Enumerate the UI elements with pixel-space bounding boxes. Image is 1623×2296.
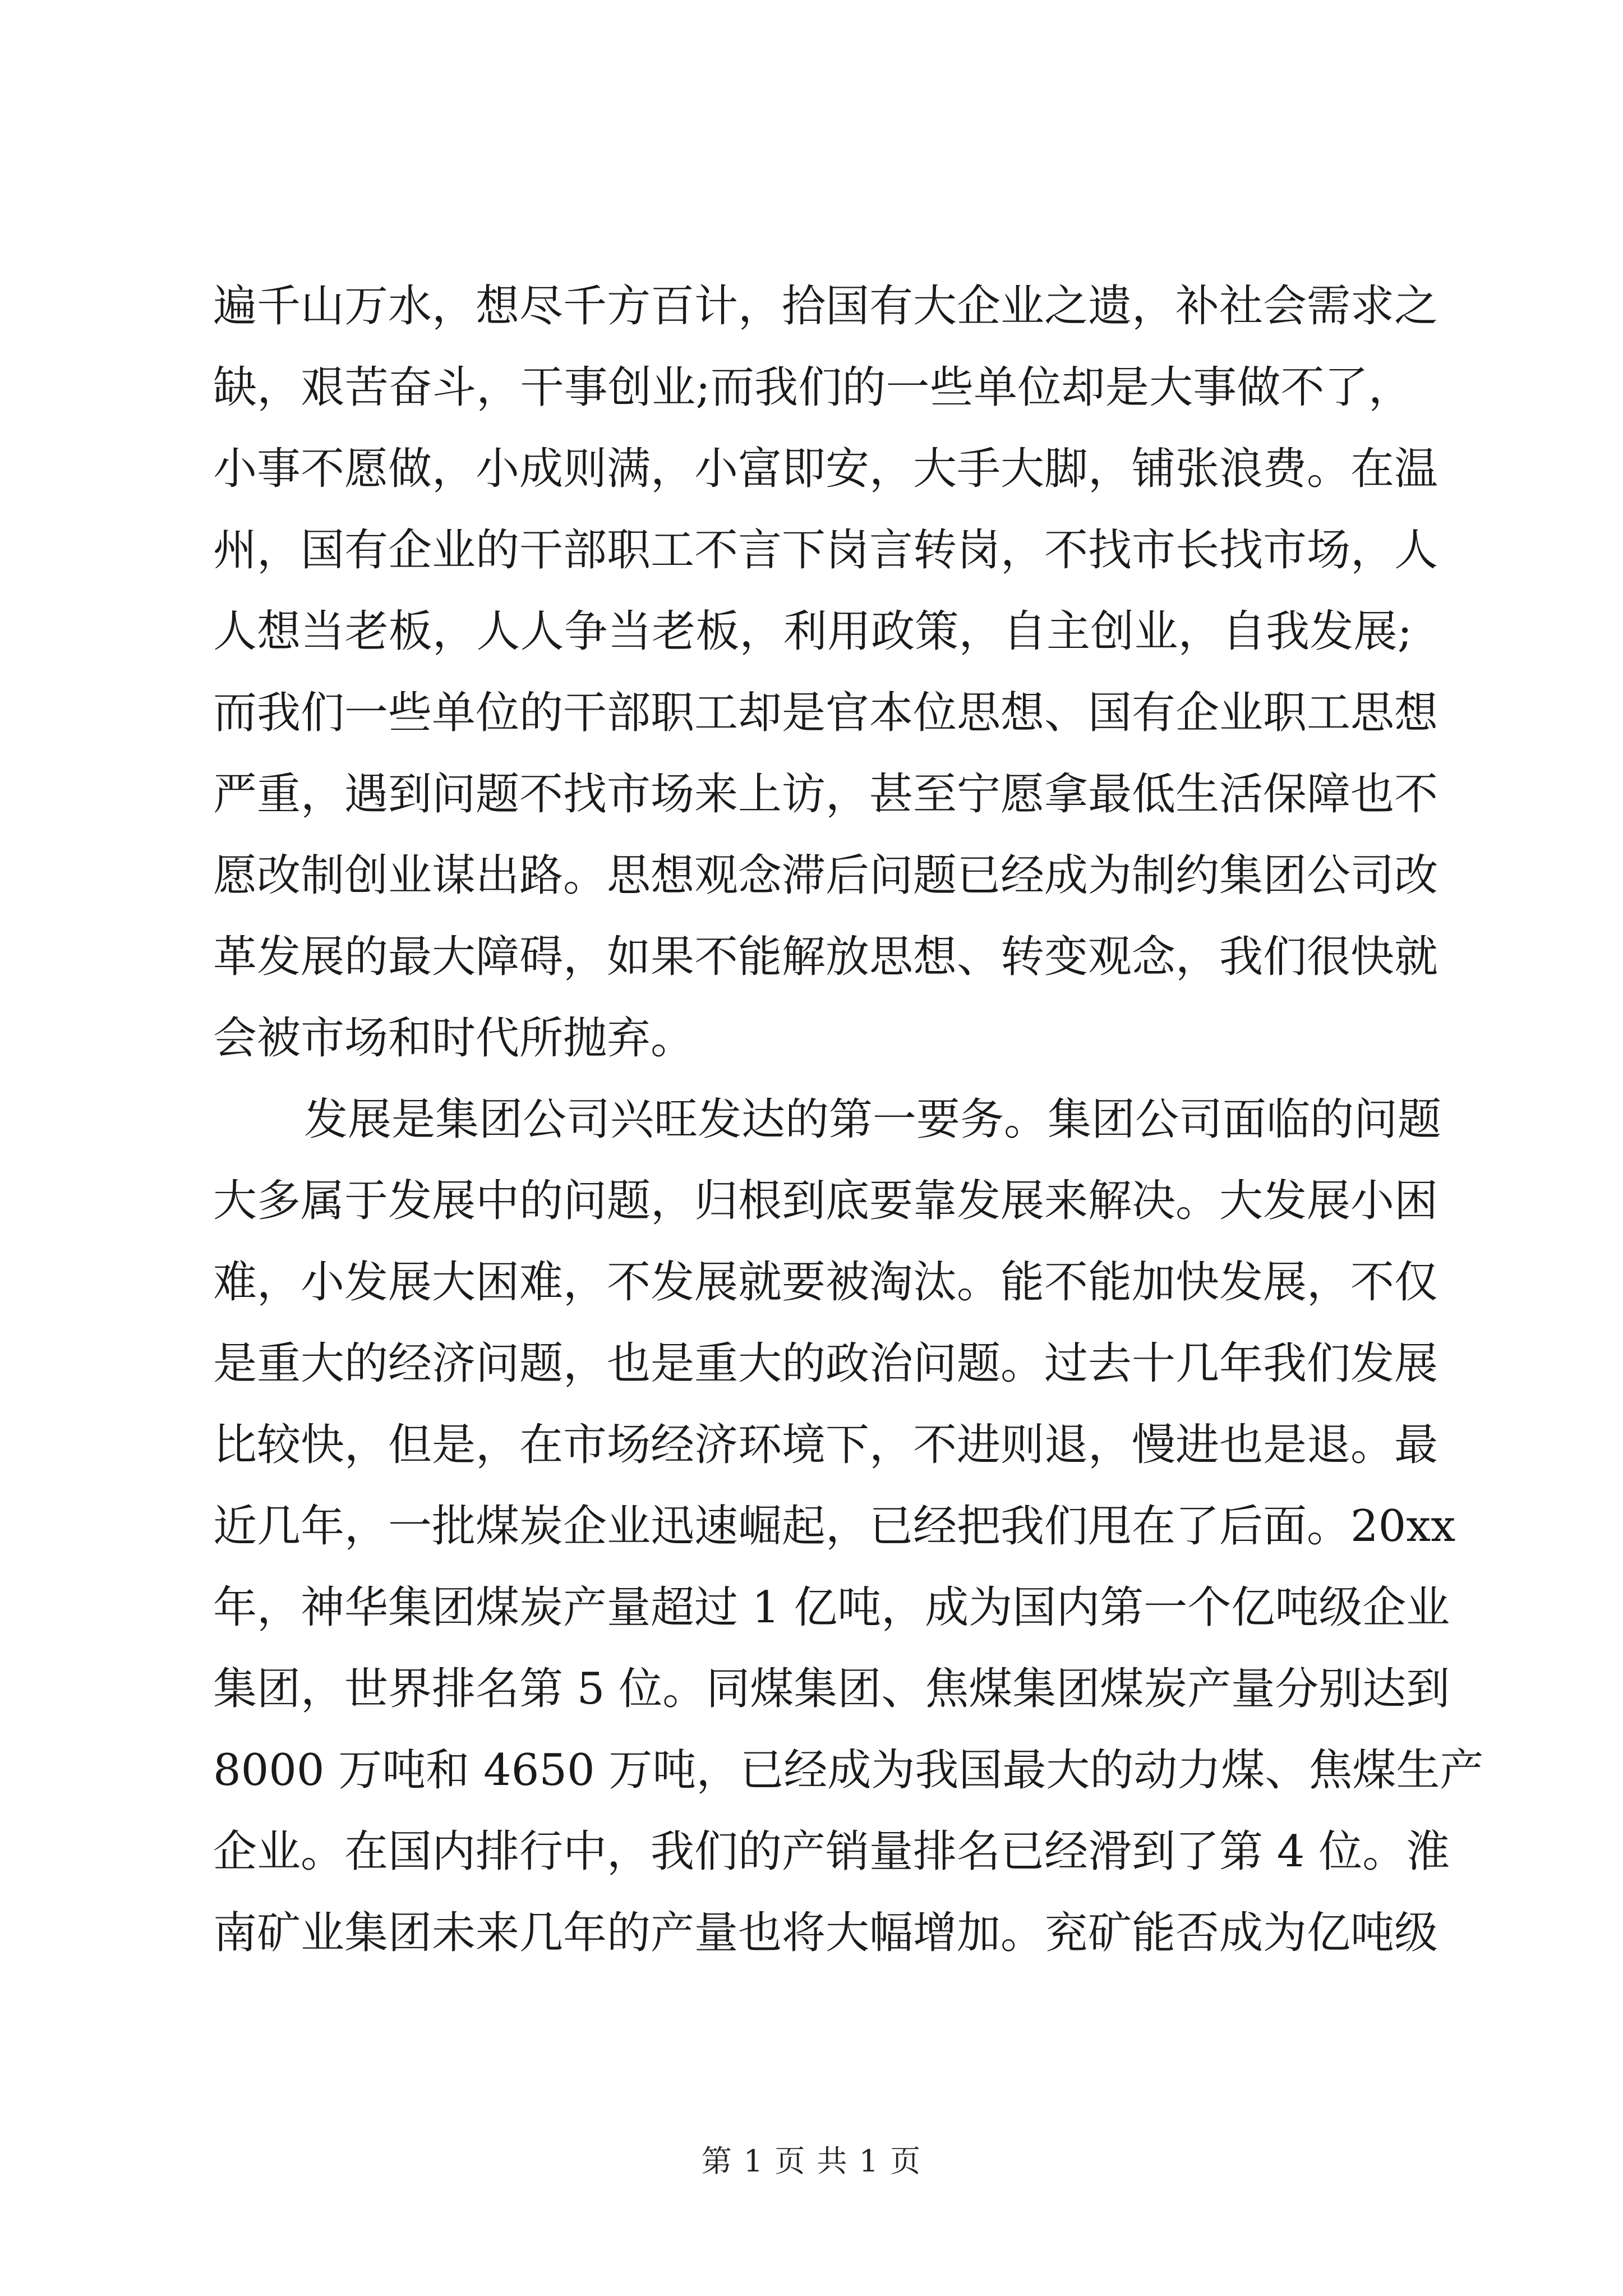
text-line: 集团，世界排名第 5 位。同煤集团、焦煤集团煤炭产量分别达到 <box>213 1664 1450 1714</box>
text-line: 严重，遇到问题不找市场来上访，甚至宁愿拿最低生活保障也不 <box>213 769 1438 820</box>
text-line: 是重大的经济问题，也是重大的政治问题。过去十几年我们发展 <box>213 1338 1438 1389</box>
text-line: 8000 万吨和 4650 万吨，已经成为我国最大的动力煤、焦煤生产 <box>213 1745 1484 1796</box>
text-line: 小事不愿做，小成则满，小富即安，大手大脚，铺张浪费。在温 <box>213 444 1438 494</box>
text-line: 缺，艰苦奋斗，干事创业;而我们的一些单位却是大事做不了， <box>213 362 1412 413</box>
page-number-footer: 第 1 页 共 1 页 <box>701 2143 922 2179</box>
paragraph-first-line: 发展是集团公司兴旺发达的第一要务。集团公司面临的问题 <box>304 1094 1442 1145</box>
text-line: 会被市场和时代所抛弃。 <box>213 1013 695 1064</box>
text-line: 南矿业集团未来几年的产量也将大幅增加。兖矿能否成为亿吨级 <box>213 1908 1438 1958</box>
text-line: 难，小发展大困难，不发展就要被淘汰。能不能加快发展，不仅 <box>213 1257 1438 1308</box>
text-line: 近几年，一批煤炭企业迅速崛起，已经把我们甩在了后面。20xx <box>213 1501 1456 1552</box>
text-line: 比较快，但是，在市场经济环境下，不进则退，慢进也是退。最 <box>213 1420 1438 1470</box>
text-line: 大多属于发展中的问题，归根到底要靠发展来解决。大发展小困 <box>213 1176 1438 1226</box>
text-line: 人想当老板，人人争当老板，利用政策，自主创业，自我发展; <box>213 606 1412 657</box>
body-text <box>213 266 1484 1974</box>
text-line: 而我们一些单位的干部职工却是官本位思想、国有企业职工思想 <box>213 688 1438 738</box>
text-line: 遍千山万水，想尽千方百计，拾国有大企业之遗，补社会需求之 <box>213 281 1438 332</box>
text-line: 愿改制创业谋出路。思想观念滞后问题已经成为制约集团公司改 <box>213 850 1438 901</box>
text-line: 州，国有企业的干部职工不言下岗言转岗，不找市长找市场，人 <box>213 525 1438 576</box>
text-line: 企业。在国内排行中，我们的产销量排名已经滑到了第 4 位。淮 <box>213 1826 1450 1877</box>
text-line: 革发展的最大障碍，如果不能解放思想、转变观念，我们很快就 <box>213 932 1438 982</box>
text-line: 年，神华集团煤炭产量超过 1 亿吨，成为国内第一个亿吨级企业 <box>213 1582 1450 1633</box>
